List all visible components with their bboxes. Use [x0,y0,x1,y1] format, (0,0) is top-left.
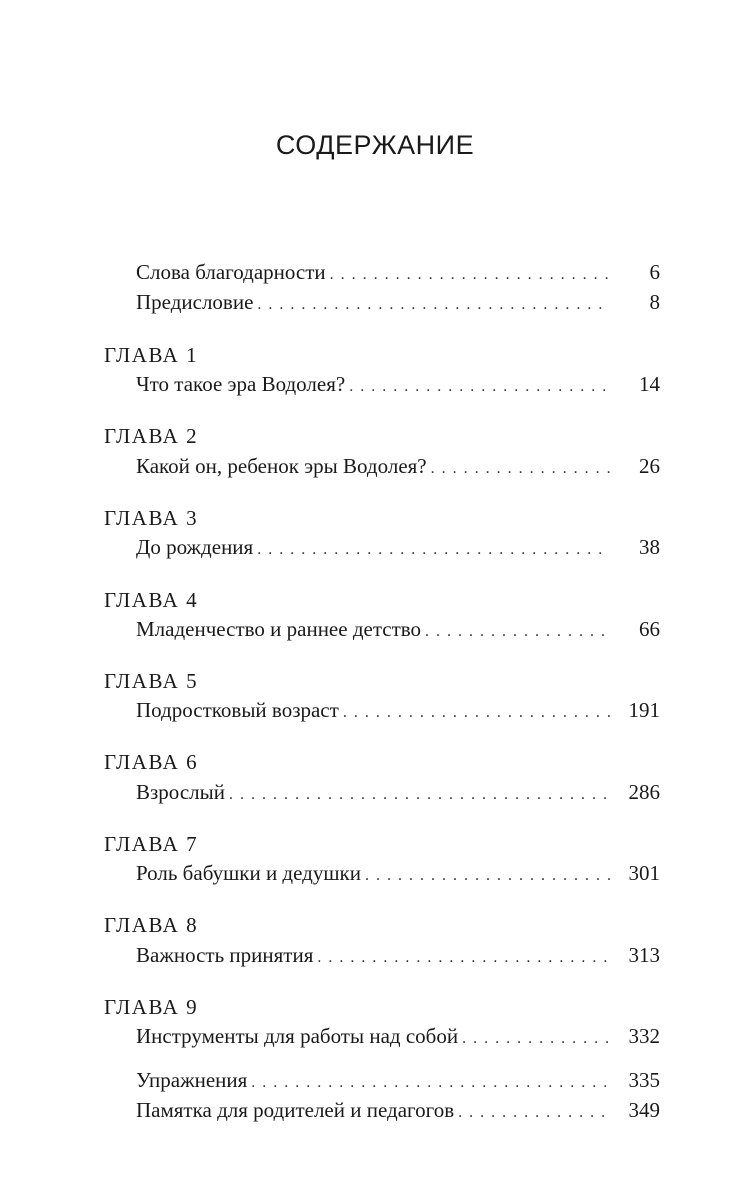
toc-entry-chapter-9[interactable] [136,1022,660,1050]
toc-entry-page: 191 [628,698,660,722]
toc-entry-page: 26 [639,454,660,478]
toc-entry-page: 301 [628,861,660,885]
dot-leader [349,373,610,401]
chapter-label: ГЛАВА 3 [104,506,199,530]
dot-leader [365,862,610,890]
toc-entry-title: Младенчество и раннее детство [136,617,422,641]
toc-entry-page: 349 [628,1098,660,1122]
toc-entry-title: Упражнения [136,1068,248,1092]
toc-entry-page: 286 [628,780,660,804]
toc-entry-exercises[interactable] [136,1066,660,1094]
toc-entry-title: Что такое эра Водолея? [136,372,346,396]
chapter-label: ГЛАВА 2 [104,424,199,448]
toc-entry-page: 335 [628,1068,660,1092]
dot-leader [251,1069,610,1097]
toc-entry-acknowledgements[interactable] [136,258,660,286]
toc-entry-page: 38 [639,535,660,559]
toc-entry-title: Роль бабушки и дедушки [136,861,361,885]
toc-entry-title: Взрослый [136,780,225,804]
toc-entry-title: Важность принятия [136,943,314,967]
chapter-label: ГЛАВА 5 [104,669,199,693]
chapter-label: ГЛАВА 9 [104,995,199,1019]
dot-leader [343,699,610,727]
toc-entry-chapter-2[interactable] [136,452,660,480]
toc-entry-title: Инструменты для работы над собой [136,1024,459,1048]
toc-entry-title: Подростковый возраст [136,698,339,722]
toc-entry-memo[interactable] [136,1096,660,1124]
chapter-label: ГЛАВА 1 [104,343,199,367]
toc-entry-title: Какой он, ребенок эры Водолея? [136,454,427,478]
dot-leader [425,618,610,646]
toc-entry-title: Памятка для родителей и педагогов [136,1098,455,1122]
toc-entry-page: 313 [628,943,660,967]
toc-entry-page: 14 [639,372,660,396]
toc-entry-preface[interactable] [136,288,660,316]
toc-entry-page: 66 [639,617,660,641]
chapter-label: ГЛАВА 8 [104,913,199,937]
dot-leader [229,781,610,809]
chapter-label: ГЛАВА 7 [104,832,199,856]
dot-leader [458,1099,610,1127]
dot-leader [431,455,610,483]
toc-entry-chapter-7[interactable] [136,859,660,887]
page-title: СОДЕРЖАНИЕ [275,130,475,160]
chapter-label: ГЛАВА 4 [104,588,199,612]
toc-entry-title: Слова благодарности [136,260,326,284]
toc-entry-page: 6 [649,260,660,284]
toc-entry-chapter-5[interactable] [136,696,660,724]
dot-leader [462,1025,610,1053]
chapter-label: ГЛАВА 6 [104,750,199,774]
toc-entry-page: 8 [649,290,660,314]
toc-entry-chapter-4[interactable] [136,615,660,643]
dot-leader [330,261,610,289]
toc-entry-chapter-8[interactable] [136,941,660,969]
dot-leader [317,944,610,972]
dot-leader [257,291,610,319]
toc-entry-chapter-1[interactable] [136,370,660,398]
toc-entry-title: Предисловие [136,290,254,314]
toc-entry-chapter-3[interactable] [136,533,660,561]
toc-entry-chapter-6[interactable] [136,778,660,806]
dot-leader [257,536,610,564]
toc-entry-title: До рождения [136,535,254,559]
toc-entry-page: 332 [628,1024,660,1048]
